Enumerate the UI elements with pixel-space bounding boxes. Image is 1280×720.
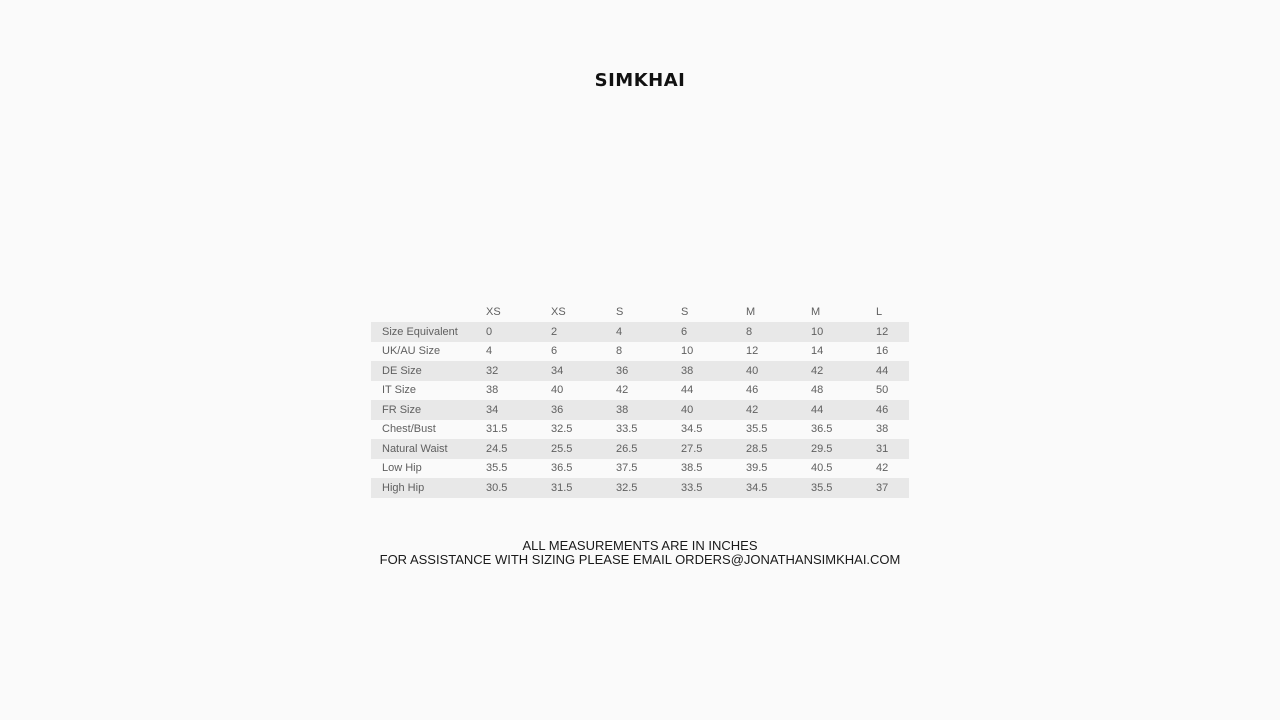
row-label: Chest/Bust bbox=[382, 423, 436, 436]
table-row bbox=[371, 420, 909, 440]
table-cell: 33.5 bbox=[616, 423, 638, 436]
table-cell: 6 bbox=[681, 325, 688, 338]
table-cell: 35.5 bbox=[486, 462, 508, 475]
size-chart-header bbox=[371, 302, 909, 322]
table-cell: 37.5 bbox=[616, 462, 638, 475]
table-cell: 42 bbox=[746, 403, 759, 416]
table-cell: 36 bbox=[551, 403, 564, 416]
table-cell: 33.5 bbox=[681, 481, 703, 494]
table-cell: 38 bbox=[681, 364, 694, 377]
table-cell: 4 bbox=[616, 325, 623, 338]
header-cell: XS bbox=[486, 306, 501, 318]
table-cell: 46 bbox=[746, 384, 759, 397]
table-cell: 44 bbox=[876, 364, 889, 377]
table-cell: 2 bbox=[551, 325, 558, 338]
table-cell: 12 bbox=[876, 325, 889, 338]
header-cell: M bbox=[811, 306, 821, 318]
table-cell: 37 bbox=[876, 481, 889, 494]
size-chart-body bbox=[371, 322, 909, 498]
table-cell: 44 bbox=[811, 403, 824, 416]
size-chart-table bbox=[371, 302, 909, 498]
row-label: FR Size bbox=[382, 403, 422, 416]
table-cell: 34 bbox=[551, 364, 564, 377]
header-cell: S bbox=[616, 306, 624, 318]
table-row bbox=[371, 342, 909, 362]
table-cell: 12 bbox=[746, 345, 759, 358]
table-cell: 35.5 bbox=[811, 481, 833, 494]
table-cell: 46 bbox=[876, 403, 889, 416]
table-cell: 40 bbox=[551, 384, 564, 397]
table-cell: 32.5 bbox=[616, 481, 638, 494]
table-row bbox=[371, 322, 909, 342]
table-cell: 34 bbox=[486, 403, 499, 416]
table-cell: 38 bbox=[616, 403, 629, 416]
row-label: Size Equivalent bbox=[382, 325, 458, 338]
row-label: DE Size bbox=[382, 364, 422, 377]
table-cell: 44 bbox=[681, 384, 694, 397]
table-cell: 29.5 bbox=[811, 442, 833, 455]
table-cell: 26.5 bbox=[616, 442, 638, 455]
table-row bbox=[371, 459, 909, 479]
table-cell: 4 bbox=[486, 345, 493, 358]
table-cell: 28.5 bbox=[746, 442, 768, 455]
row-label: UK/AU Size bbox=[382, 345, 441, 358]
row-label: Low Hip bbox=[382, 462, 422, 475]
table-cell: 36 bbox=[616, 364, 629, 377]
table-cell: 38 bbox=[876, 423, 889, 436]
table-cell: 39.5 bbox=[746, 462, 768, 475]
table-cell: 40 bbox=[681, 403, 694, 416]
row-label: High Hip bbox=[382, 481, 425, 494]
table-cell: 10 bbox=[811, 325, 824, 338]
table-cell: 35.5 bbox=[746, 423, 768, 436]
table-cell: 32.5 bbox=[551, 423, 573, 436]
table-cell: 25.5 bbox=[551, 442, 573, 455]
table-cell: 30.5 bbox=[486, 481, 508, 494]
table-cell: 10 bbox=[681, 345, 694, 358]
table-cell: 38 bbox=[486, 384, 499, 397]
table-cell: 8 bbox=[746, 325, 753, 338]
table-cell: 31 bbox=[876, 442, 889, 455]
table-cell: 42 bbox=[876, 462, 889, 475]
table-cell: 24.5 bbox=[486, 442, 508, 455]
table-cell: 36.5 bbox=[551, 462, 573, 475]
row-label: Natural Waist bbox=[382, 442, 448, 455]
header-cell: S bbox=[681, 306, 689, 318]
measurement-unit-note: ALL MEASUREMENTS ARE IN INCHES bbox=[522, 538, 758, 553]
header-cell: M bbox=[746, 306, 756, 318]
table-cell: 42 bbox=[616, 384, 629, 397]
table-cell: 31.5 bbox=[486, 423, 508, 436]
measurement-footnote bbox=[0, 539, 1280, 567]
table-cell: 40 bbox=[746, 364, 759, 377]
table-cell: 38.5 bbox=[681, 462, 703, 475]
table-cell: 50 bbox=[876, 384, 889, 397]
table-cell: 34.5 bbox=[681, 423, 703, 436]
sizing-assistance-note: FOR ASSISTANCE WITH SIZING PLEASE EMAIL ORDERS@JONATHANSIMKHAI.COM bbox=[379, 552, 901, 567]
table-cell: 31.5 bbox=[551, 481, 573, 494]
table-row bbox=[371, 439, 909, 459]
table-cell: 0 bbox=[486, 325, 493, 338]
header-cell: XS bbox=[551, 306, 566, 318]
table-cell: 27.5 bbox=[681, 442, 703, 455]
table-cell: 8 bbox=[616, 345, 623, 358]
table-row bbox=[371, 381, 909, 401]
brand-logo[interactable]: SIMKHAI bbox=[594, 70, 686, 91]
header-cell bbox=[371, 302, 486, 322]
table-cell: 36.5 bbox=[811, 423, 833, 436]
header-cell: L bbox=[876, 306, 883, 318]
table-row bbox=[371, 400, 909, 420]
table-cell: 6 bbox=[551, 345, 558, 358]
table-cell: 32 bbox=[486, 364, 499, 377]
table-row bbox=[371, 361, 909, 381]
table-cell: 34.5 bbox=[746, 481, 768, 494]
table-cell: 42 bbox=[811, 364, 824, 377]
table-cell: 16 bbox=[876, 345, 889, 358]
row-label: IT Size bbox=[382, 384, 417, 397]
table-cell: 40.5 bbox=[811, 462, 833, 475]
table-cell: 48 bbox=[811, 384, 824, 397]
table-cell: 14 bbox=[811, 345, 824, 358]
table-row bbox=[371, 478, 909, 498]
header-row bbox=[371, 302, 909, 322]
